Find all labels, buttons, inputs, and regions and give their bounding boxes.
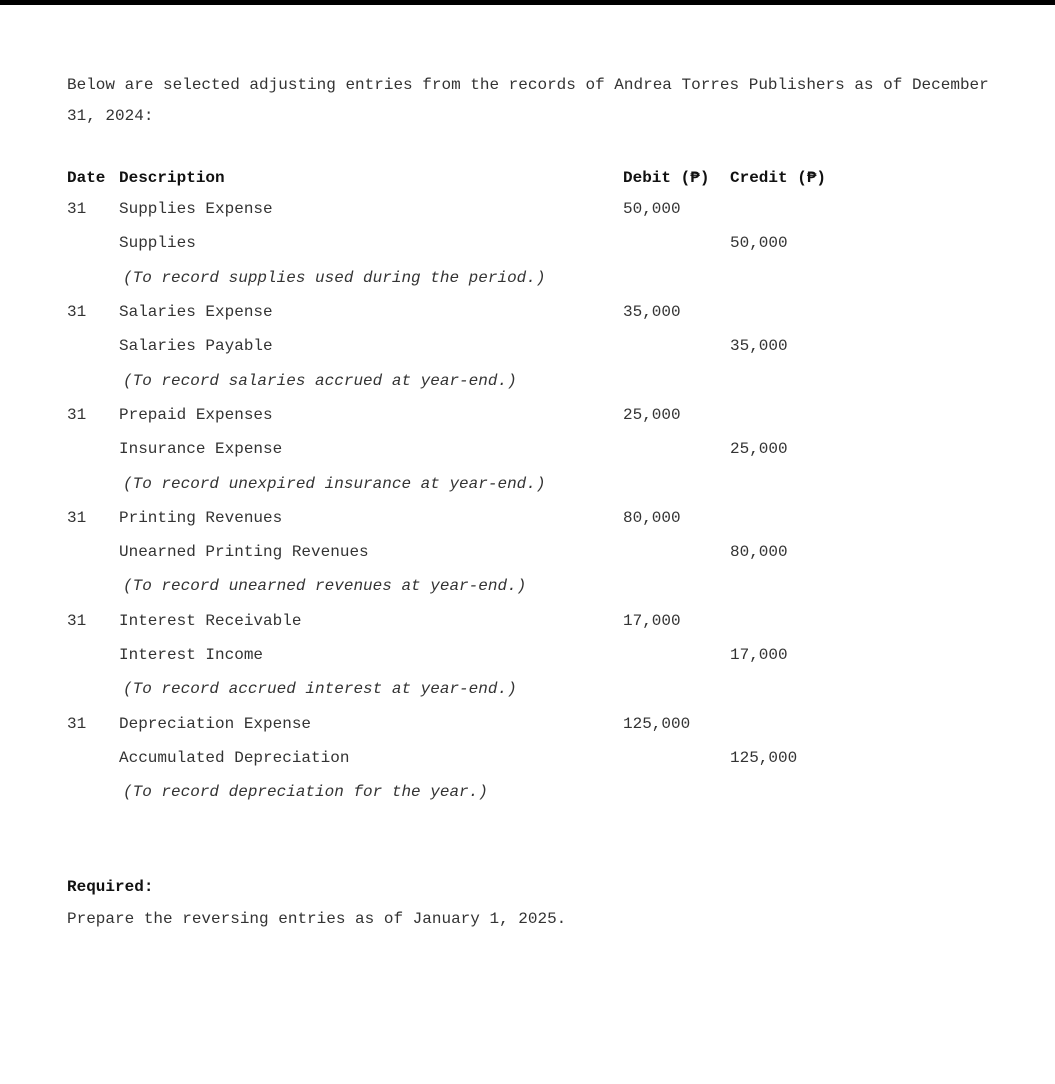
table-row bbox=[67, 295, 850, 329]
entry-date: 31 bbox=[67, 508, 87, 527]
entry-memo: (To record supplies used during the period.) bbox=[123, 268, 546, 287]
entry-memo: (To record unearned revenues at year-end.) bbox=[123, 577, 527, 596]
required-text: Prepare the reversing entries as of January 1, 2025. bbox=[67, 910, 567, 928]
entry-date: 31 bbox=[67, 405, 87, 424]
table-row bbox=[67, 775, 850, 809]
entry-memo: (To record unexpired insurance at year-end.) bbox=[123, 474, 546, 493]
credit-account: Salaries Payable bbox=[119, 337, 273, 356]
table-row bbox=[67, 466, 850, 500]
credit-account: Supplies bbox=[119, 234, 196, 253]
required-label: Required: bbox=[67, 878, 154, 896]
table-row bbox=[67, 741, 850, 775]
credit-amount: 125,000 bbox=[730, 748, 798, 767]
table-row bbox=[67, 329, 850, 363]
table-row bbox=[67, 226, 850, 260]
journal-table bbox=[67, 164, 850, 809]
header-date: Date bbox=[67, 169, 106, 187]
entry-date: 31 bbox=[67, 714, 87, 733]
credit-amount: 17,000 bbox=[730, 646, 788, 664]
credit-amount: 80,000 bbox=[730, 543, 788, 562]
entry-date: 31 bbox=[67, 611, 87, 630]
credit-account: Unearned Printing Revenues bbox=[119, 543, 369, 562]
debit-account: Prepaid Expenses bbox=[119, 405, 273, 424]
debit-account: Salaries Expense bbox=[119, 303, 273, 322]
debit-amount: 17,000 bbox=[623, 611, 681, 630]
debit-amount: 25,000 bbox=[623, 405, 681, 424]
table-row bbox=[67, 535, 850, 569]
table-row bbox=[67, 501, 850, 535]
table-row bbox=[67, 604, 850, 638]
table-row bbox=[67, 569, 850, 603]
table-row bbox=[67, 432, 850, 466]
debit-amount: 50,000 bbox=[623, 200, 681, 219]
top-border bbox=[0, 0, 1055, 5]
header-description: Description bbox=[119, 169, 225, 187]
debit-account: Interest Receivable bbox=[119, 611, 302, 630]
table-row bbox=[67, 398, 850, 432]
table-row bbox=[67, 638, 850, 672]
debit-amount: 80,000 bbox=[623, 508, 681, 527]
credit-account: Insurance Expense bbox=[119, 440, 283, 459]
debit-account: Depreciation Expense bbox=[119, 714, 312, 733]
header-credit: Credit (₱) bbox=[730, 169, 827, 187]
entry-date: 31 bbox=[67, 303, 87, 322]
debit-account: Supplies Expense bbox=[119, 200, 273, 219]
table-row bbox=[67, 363, 850, 397]
credit-amount: 50,000 bbox=[730, 234, 788, 253]
table-row bbox=[67, 192, 850, 226]
credit-amount: 25,000 bbox=[730, 440, 788, 459]
debit-amount: 35,000 bbox=[623, 303, 681, 322]
credit-account: Accumulated Depreciation bbox=[119, 748, 350, 767]
intro-text: Below are selected adjusting entries from the records of Andrea Torres Publishers as of December 31, 2024: bbox=[67, 76, 989, 125]
debit-amount: 125,000 bbox=[623, 714, 691, 733]
header-debit: Debit (₱) bbox=[623, 169, 710, 187]
credit-amount: 35,000 bbox=[730, 337, 788, 356]
table-row bbox=[67, 672, 850, 706]
table-header-row bbox=[67, 164, 850, 192]
table-row bbox=[67, 706, 850, 740]
entry-memo: (To record salaries accrued at year-end.) bbox=[123, 371, 517, 390]
entry-memo: (To record accrued interest at year-end.) bbox=[123, 680, 517, 699]
entry-memo: (To record depreciation for the year.) bbox=[123, 783, 488, 802]
entry-date: 31 bbox=[67, 200, 87, 219]
table-row bbox=[67, 261, 850, 295]
debit-account: Printing Revenues bbox=[119, 508, 283, 527]
credit-account: Interest Income bbox=[119, 646, 264, 664]
